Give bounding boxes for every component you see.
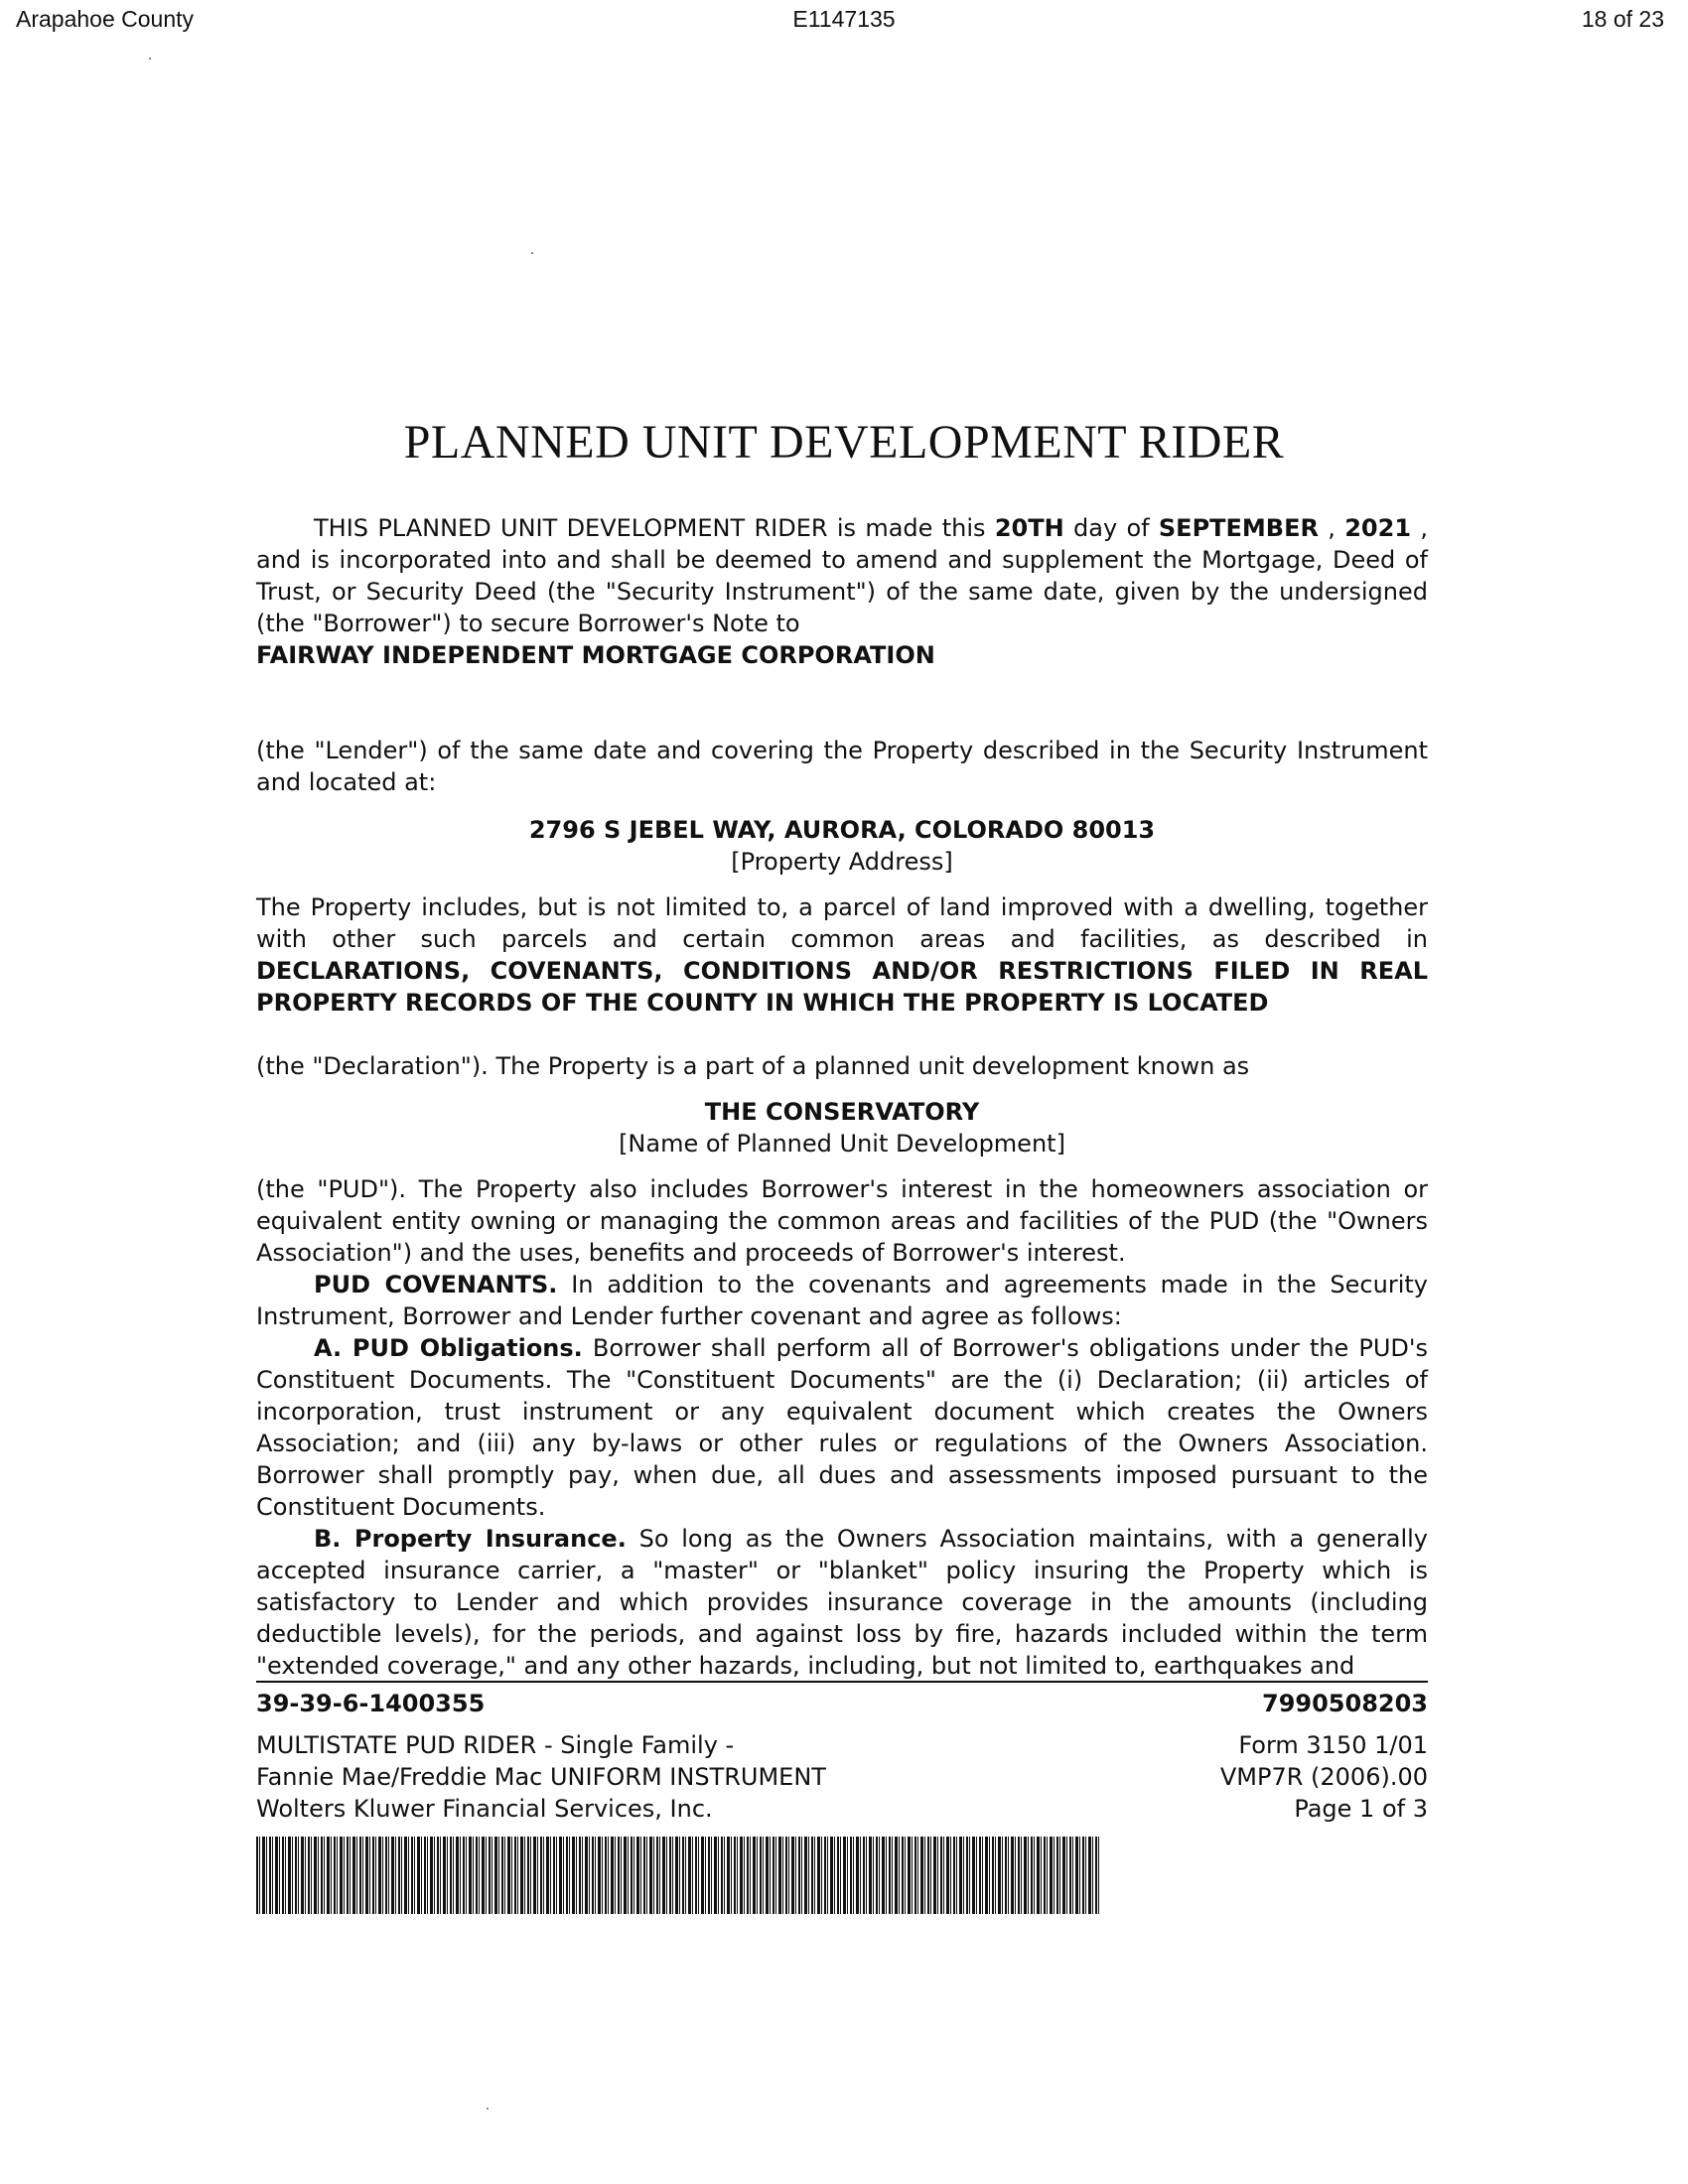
scan-speck	[487, 2108, 489, 2110]
property-includes-text: The Property includes, but is not limited to, a parcel of land improved with a dwelling, together with other such parcels and certain common areas and facilities, as described in	[256, 893, 1428, 953]
rider-year: 2021	[1344, 514, 1412, 542]
footer-right	[1011, 1688, 1428, 1825]
page-of: Page 1 of 3	[1294, 1795, 1428, 1823]
vmp-code: VMP7R (2006).00	[1219, 1763, 1428, 1791]
lender-clause	[256, 735, 1428, 798]
pud-name-label: [Name of Planned Unit Development]	[619, 1130, 1065, 1158]
pud-covenants-section	[256, 1173, 1428, 1682]
form-number: Form 3150 1/01	[1238, 1731, 1428, 1759]
county-name: Arapahoe County	[16, 6, 195, 32]
form-line-1: MULTISTATE PUD RIDER - Single Family -	[256, 1731, 735, 1759]
section-a-text: Borrower shall perform all of Borrower's obligations under the PUD's Constituent Documents. The "Constituent Documents" are the (i) Declaration; (ii) articles of incorporation, trust instrument or any equivalent document which creates the Owners Association; and (iii) any by-laws or other rules or regulations of the Owners Association. Borrower shall promptly pay, when due, all dues and assessments imposed pursuant to the Constituent Documents.	[256, 1334, 1429, 1521]
lender-clause-text: (the "Lender") of the same date and covering the Property described in the Security Instrument and located at:	[256, 737, 1428, 796]
pud-name: THE CONSERVATORY	[704, 1098, 980, 1126]
loan-id: 39-39-6-1400355	[256, 1690, 486, 1717]
section-b-heading: B. Property Insurance.	[314, 1525, 627, 1553]
declaration-text: DECLARATIONS, COVENANTS, CONDITIONS AND/OR RESTRICTIONS FILED IN REAL PROPERTY RECORDS OF THE COUNTY IN WHICH THE PROPERTY IS LOCATED	[256, 957, 1428, 1017]
intro-text: THIS PLANNED UNIT DEVELOPMENT RIDER is made this	[314, 514, 995, 542]
pud-clause: (the "PUD"). The Property also includes Borrower's interest in the homeowners association or equivalent entity owning or managing the common areas and facilities of the PUD (the "Owners Association") and the uses, benefits and proceeds of Borrower's interest.	[256, 1175, 1428, 1267]
document-title: PLANNED UNIT DEVELOPMENT RIDER	[403, 416, 1285, 469]
form-line-2: Fannie Mae/Freddie Mac UNIFORM INSTRUMENT	[256, 1763, 826, 1791]
form-line-3: Wolters Kluwer Financial Services, Inc.	[256, 1795, 713, 1823]
footer-left	[256, 1688, 971, 1825]
declaration-clause	[256, 1050, 1428, 1082]
rider-day: 20TH	[994, 514, 1064, 542]
intro-text: day of	[1063, 514, 1159, 542]
pud-name-block	[256, 1096, 1428, 1160]
property-address-block	[256, 814, 1428, 878]
scan-speck	[149, 58, 151, 60]
property-address: 2796 S JEBEL WAY, AURORA, COLORADO 80013	[528, 816, 1156, 844]
section-a-heading: A. PUD Obligations.	[314, 1334, 583, 1362]
covenants-text: In addition to the covenants and agreements made in the Security Instrument, Borrower and Lender further covenant and agree as follows:	[256, 1271, 1428, 1330]
covenants-heading: PUD COVENANTS.	[314, 1271, 558, 1298]
footer-divider	[256, 1681, 1428, 1683]
lender-name: FAIRWAY INDEPENDENT MORTGAGE CORPORATION	[256, 641, 935, 669]
property-includes-paragraph	[256, 891, 1428, 1019]
declaration-clause-text: (the "Declaration"). The Property is a part of a planned unit development known as	[256, 1052, 1250, 1080]
section-b-text: So long as the Owners Association maintains, with a generally accepted insurance carrier, a "master" or "blanket" policy insuring the Property which is satisfactory to Lender and which provides insurance coverage in the amounts (including deductible levels), for the periods, and against loss by fire, hazards included within the term "extended coverage," and any other hazards, including, but not limited to, earthquakes and	[256, 1525, 1428, 1680]
barcode-image	[256, 1837, 1100, 1914]
scan-speck	[531, 252, 533, 254]
right-id: 7990508203	[1262, 1690, 1428, 1717]
property-address-label: [Property Address]	[731, 848, 953, 876]
rider-month: SEPTEMBER	[1158, 514, 1319, 542]
document-number: E1147135	[792, 6, 896, 32]
intro-text: ,	[1318, 514, 1336, 542]
page-indicator: 18 of 23	[1581, 6, 1664, 32]
intro-text: , and is incorporated into and shall be deemed to amend and supplement the Mortgage, Deed of Trust, or Security Deed (the "Security Instrument") of the same date, given by the undersigned (the "Borrower") to secure Borrower's Note to	[256, 514, 1428, 637]
intro-paragraph	[256, 512, 1428, 671]
